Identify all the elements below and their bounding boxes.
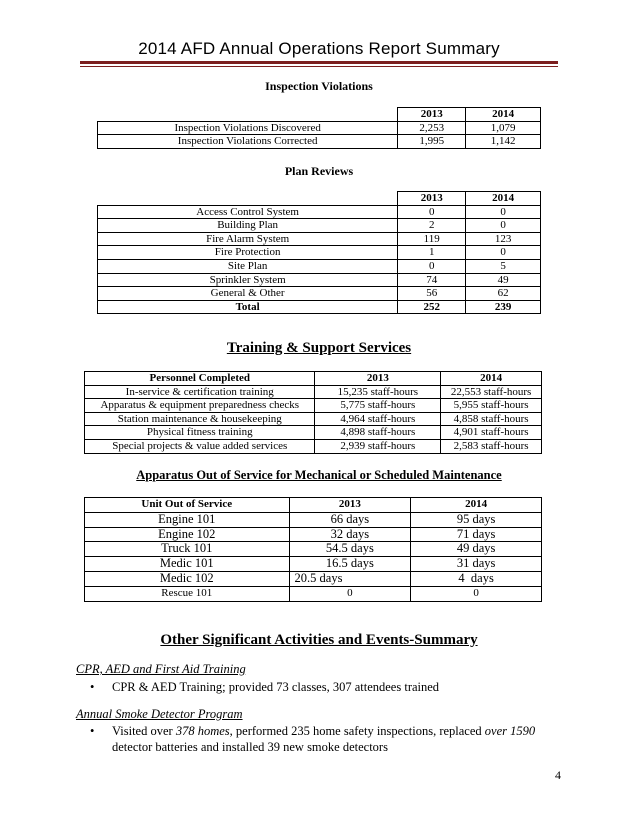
cell-2014: 0	[466, 246, 541, 260]
cell-2014: 5,955 staff-hours	[441, 399, 542, 413]
cell-2014: 31 days	[411, 557, 542, 572]
total-2014: 239	[466, 300, 541, 314]
other-activities-title: Other Significant Activities and Events-Summary	[160, 632, 478, 648]
cell-2013: 2,939 staff-hours	[315, 439, 441, 453]
table-row	[85, 527, 542, 542]
training-title: Training & Support Services	[226, 340, 412, 356]
row-label: Inspection Violations Discovered	[98, 121, 398, 135]
smoke-detector-heading: Annual Smoke Detector Program	[76, 707, 243, 721]
cell-2013: 1	[398, 246, 466, 260]
cell-2013: 56	[398, 287, 466, 301]
row-label: Rescue 101	[85, 586, 290, 601]
row-label: Fire Alarm System	[98, 232, 398, 246]
column-header: Personnel Completed	[85, 372, 315, 386]
plan-reviews-title: Plan Reviews	[284, 164, 354, 178]
table-header-row	[98, 108, 541, 122]
row-label: Fire Protection	[98, 246, 398, 260]
cell-2014: 49 days	[411, 542, 542, 557]
cell-2013: 74	[398, 273, 466, 287]
table-row	[85, 542, 542, 557]
column-header: 2014	[466, 192, 541, 206]
column-header: 2013	[315, 372, 441, 386]
table-row	[98, 259, 541, 273]
row-label: Apparatus & equipment preparedness checks	[85, 399, 315, 413]
table-row	[85, 439, 542, 453]
inspection-violations-title: Inspection Violations	[265, 79, 373, 93]
row-label: Access Control System	[98, 205, 398, 219]
text-segment: , performed 235 home safety inspections, replaced	[229, 724, 485, 738]
cpr-bullet-text: CPR & AED Training; provided 73 classes, 307 attendees trained	[112, 680, 440, 694]
row-label: Station maintenance & housekeeping	[85, 412, 315, 426]
table-row	[98, 273, 541, 287]
table-row	[85, 512, 542, 527]
row-label: Building Plan	[98, 219, 398, 233]
cell-2014: 49	[466, 273, 541, 287]
column-header: 2013	[289, 498, 411, 513]
cell-2013: 20.5 days	[289, 571, 411, 586]
table-header-row	[85, 498, 542, 513]
apparatus-title: Apparatus Out of Service for Mechanical or Scheduled Maintenance	[136, 468, 502, 482]
column-header: 2014	[411, 498, 542, 513]
cell-2013: 54.5 days	[289, 542, 411, 557]
table-row	[98, 287, 541, 301]
column-header: Unit Out of Service	[85, 498, 290, 513]
table-row	[85, 399, 542, 413]
cell-2014: 1,079	[466, 121, 541, 135]
cpr-heading: CPR, AED and First Aid Training	[76, 662, 246, 676]
batteries-count: over 1590	[484, 724, 536, 738]
table-row	[98, 232, 541, 246]
table-header-row	[98, 192, 541, 206]
cell-2013: 15,235 staff-hours	[315, 385, 441, 399]
cell-2014: 4 days	[411, 571, 542, 586]
inspection-violations-table	[97, 107, 541, 149]
bullet-icon: •	[90, 680, 95, 694]
empty-cell	[98, 108, 398, 122]
smoke-detector-bullet-line2: detector batteries and installed 39 new smoke detectors	[112, 740, 388, 754]
cell-2013: 66 days	[289, 512, 411, 527]
row-label: Truck 101	[85, 542, 290, 557]
cell-2014: 95 days	[411, 512, 542, 527]
row-label: Sprinkler System	[98, 273, 398, 287]
cell-2014: 123	[466, 232, 541, 246]
cell-2014: 4,901 staff-hours	[441, 426, 542, 440]
column-header: 2014	[466, 108, 541, 122]
total-row	[98, 300, 541, 314]
cell-2013: 4,964 staff-hours	[315, 412, 441, 426]
table-row	[85, 412, 542, 426]
apparatus-table	[84, 497, 542, 602]
row-label: In-service & certification training	[85, 385, 315, 399]
cell-2013: 119	[398, 232, 466, 246]
bullet-icon: •	[90, 724, 95, 738]
document-header: 2014 AFD Annual Operations Report Summary	[138, 39, 500, 58]
table-row	[98, 135, 541, 149]
row-label: Site Plan	[98, 259, 398, 273]
cell-2014: 4,858 staff-hours	[441, 412, 542, 426]
row-label: General & Other	[98, 287, 398, 301]
cell-2014: 0	[466, 219, 541, 233]
cell-2014: 71 days	[411, 527, 542, 542]
training-table	[84, 371, 542, 454]
row-label: Engine 101	[85, 512, 290, 527]
table-row	[85, 426, 542, 440]
table-row	[98, 205, 541, 219]
smoke-detector-bullet-text	[112, 723, 535, 739]
table-row	[98, 121, 541, 135]
table-row	[85, 557, 542, 572]
table-row	[85, 586, 542, 601]
column-header: 2013	[398, 108, 466, 122]
cell-2014: 62	[466, 287, 541, 301]
cell-2013: 2	[398, 219, 466, 233]
cell-2013: 4,898 staff-hours	[315, 426, 441, 440]
homes-count: 378 homes	[175, 724, 230, 738]
table-row	[85, 385, 542, 399]
cell-2013: 1,995	[398, 135, 466, 149]
cell-2014: 1,142	[466, 135, 541, 149]
cell-2014: 22,553 staff-hours	[441, 385, 542, 399]
cell-2013: 0	[289, 586, 411, 601]
cell-2014: 5	[466, 259, 541, 273]
row-label: Inspection Violations Corrected	[98, 135, 398, 149]
page-number: 4	[555, 768, 561, 782]
column-header: 2013	[398, 192, 466, 206]
row-label: Physical fitness training	[85, 426, 315, 440]
header-rule-thick	[80, 61, 558, 64]
column-header: 2014	[441, 372, 542, 386]
total-2013: 252	[398, 300, 466, 314]
text-segment: Visited over	[112, 724, 176, 738]
plan-reviews-table	[97, 191, 541, 314]
cell-2013: 0	[398, 259, 466, 273]
table-row	[98, 219, 541, 233]
table-row	[85, 571, 542, 586]
cell-2013: 32 days	[289, 527, 411, 542]
row-label: Engine 102	[85, 527, 290, 542]
empty-cell	[98, 192, 398, 206]
cell-2013: 16.5 days	[289, 557, 411, 572]
total-label: Total	[98, 300, 398, 314]
row-label: Medic 101	[85, 557, 290, 572]
header-rule-thin	[80, 66, 558, 67]
row-label: Medic 102	[85, 571, 290, 586]
cell-2013: 5,775 staff-hours	[315, 399, 441, 413]
table-row	[98, 246, 541, 260]
cell-2013: 2,253	[398, 121, 466, 135]
cell-2014: 0	[466, 205, 541, 219]
row-label: Special projects & value added services	[85, 439, 315, 453]
cell-2014: 0	[411, 586, 542, 601]
table-header-row	[85, 372, 542, 386]
cell-2013: 0	[398, 205, 466, 219]
cell-2014: 2,583 staff-hours	[441, 439, 542, 453]
